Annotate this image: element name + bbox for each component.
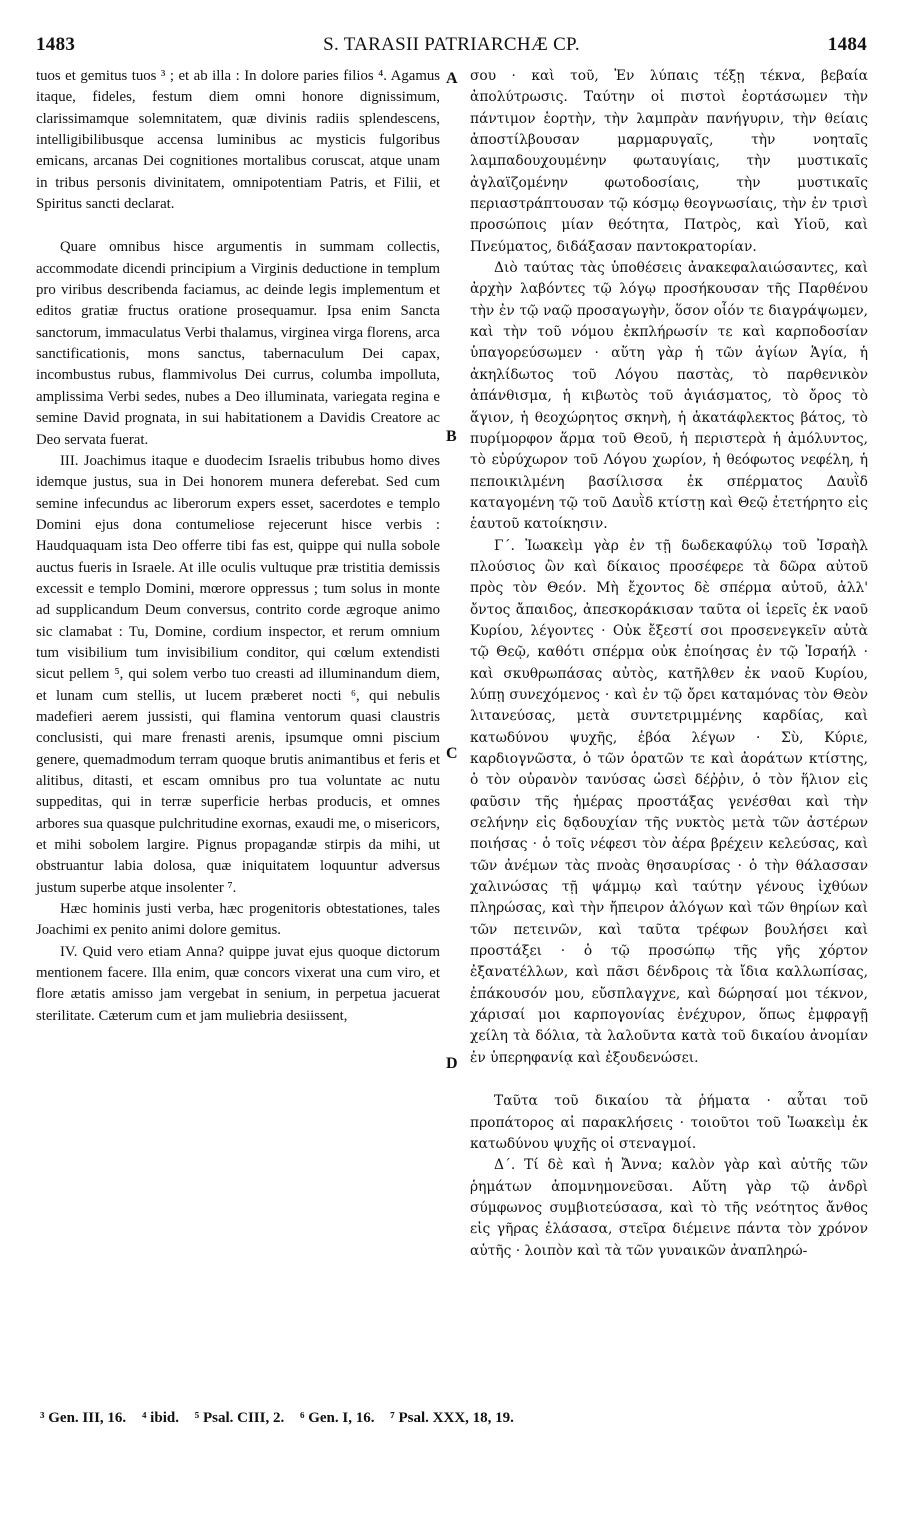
page-header	[36, 34, 867, 60]
running-title: S. TARASII PATRIARCHÆ CP.	[323, 34, 580, 55]
greek-column	[470, 66, 868, 1262]
latin-column	[36, 66, 440, 1027]
greek-paragraph: σου · καὶ τοῦ, Ἐν λύπαις τέξῃ τέκνα, βεβαία ἀπολύτρωσις. Ταύτην οἱ πιστοὶ ἑορτάσωμεν τὴν πάντιμον ἑορτὴν, τὴν λαμπρὰν πανήγυριν, τὴν θείαις ἀποστίλβουσαν μαρμαρυγαῖς, τὴν νοηταῖς λαμπαδουχουμένην φωταυγίαις, τὴν μυστικαῖς ἀγλαϊζομένην φωτοδοσίαις, τὴν μυστικαῖς περιαστράπτουσαν τῷ κόσμῳ θεογνωσίαις, τὴν ἐν τρισὶ προσώποις μίαν θεότητα, Πατρὸς, καὶ Υἱοῦ, καὶ Πνεύματος, διδάξασαν παντοκρατορίαν.	[470, 68, 868, 255]
margin-marker-c: C	[446, 745, 458, 762]
footnote: ⁴ ibid.	[141, 1410, 179, 1426]
page-number-right: 1484	[827, 34, 867, 55]
margin-marker-a: A	[446, 70, 458, 87]
latin-paragraph: Quare omnibus hisce argumentis in summam collectis, accommodate dicendi principium a Virginis deductione in templum pro viribus describenda faciamus, ac deinde legis implementum et editos gratiæ fructus oratione prosequamur. Ipsa enim Sancta sanctorum, immaculatus Verbi thalamus, virginea virga florens, arca sanctificationis, mons sanctus, tabernaculum Dei capax, incombustus rubus, flammivolus Dei currus, columba impolluta, amplissima Verbi sedes, nubes a Deo illuminata, variegata regina e semine David prognata, in sui habitationem a Davidis Creatore ac Deo servata fuerat.	[36, 239, 440, 448]
margin-marker-b: B	[446, 428, 457, 445]
footnote: ⁶ Gen. I, 16.	[299, 1410, 375, 1426]
greek-paragraph: Διὸ ταύτας τὰς ὑποθέσεις ἀνακεφαλαιώσαντες, καὶ ἀρχὴν λαβόντες τῷ λόγῳ προσήκουσαν τῆς Παρθένου τὴν ἐν τῷ ναῷ προσαγωγὴν, ὅσον οἷόν τε διαγράψωμεν, καὶ τὴν τοῦ νόμου ἐκπλήρωσίν τε καὶ καρποδοσίαν ὑπαγορεύσωμεν · αὕτη γὰρ ἡ τῶν ἁγίων Ἁγία, ἡ ἀκηλίδωτος τοῦ Λόγου παστὰς, τὸ παρθενικὸν ἀπάνθισμα, ἡ κιβωτὸς τοῦ ἁγιάσματος, τὸ ὄρος τὸ ἅγιον, ἡ θεοχώρητος σκηνὴ, ἡ ἀκατάφλεκτος βάτος, τὸ πυρίμορφον ἅρμα τοῦ Θεοῦ, ἡ περιστερὰ ἡ ἀμόλυντος, τὸ εὐρύχωρον τοῦ Λόγου χωρίον, ἡ θεόφωτος νεφέλη, ἡ πεποικιλμένη βασίλισσα ἐκ σπέρματος Δαυῒδ καταγομένη τῷ τοῦ Δαυῒδ κτίστῃ καὶ Θεῷ ἐτετήρητο εἰς ἑαυτοῦ κατοίκησιν.	[470, 260, 868, 533]
footnotes	[40, 1410, 860, 1427]
page-number-left: 1483	[36, 34, 76, 55]
greek-paragraph: Ταῦτα τοῦ δικαίου τὰ ῥήματα · αὗται τοῦ προπάτορος αἱ παρακλήσεις · τοιοῦτοι τοῦ Ἰωακεὶμ ἐκ κατωδύνου ψυχῆς οἱ στεναγμοί.	[470, 1093, 868, 1152]
latin-paragraph: IV. Quid vero etiam Anna? quippe juvat ejus quoque dictorum mentionem facere. Illa enim, quæ concors vixerat una cum viro, et flore ætatis amisso jam vergebat in senium, in perpetua jacuerat sterilitate. Cæterum cum et jam muliebria desiissent,	[36, 943, 440, 1024]
latin-paragraph: tuos et gemitus tuos ³ ; et ab illa : In dolore paries filios ⁴. Agamus itaque, fideles, festum diem omni honore dignissimum, clarissimamque solemnitatem, quæ divinis radiis splendescens, intelligibilibusque accensa luminibus ac mysticis fulgoribus emicans, arcanas Dei cognitiones mortalibus coruscat, atque unam in tribus personis divinitatem, omnipotentiam Patris, et Filii, et Spiritus sancti declarat.	[36, 68, 440, 213]
greek-paragraph: Γ΄. Ἰωακεὶμ γὰρ ἐν τῇ δωδεκαφύλῳ τοῦ Ἰσραὴλ πλούσιος ὢν καὶ δίκαιος προσέφερε τὰ δῶρα αὐτοῦ πρὸς τὸν Θεόν. Μὴ ἔχοντος δὲ σπέρμα αὐτοῦ, ἀλλ' ὄντος ἄπαιδος, ἀπεσκοράκισαν ταῦτα οἱ ἱερεῖς ἐκ ναοῦ Κυρίου, λέγοντες · Οὐκ ἔξεστί σοι προσενεγκεῖν αὐτὰ τῷ Θεῷ, καθότι σπέρμα οὐκ ἐποίησας ἐν τῷ Ἰσραήλ · καὶ σκυθρωπάσας αὐτὸς, κατῆλθεν ἐκ ναοῦ Κυρίου, λύπῃ συνεχόμενος · καὶ ἐν τῷ ὄρει καταμόνας τὸν Θεὸν λιτανεύσας, μετὰ συντετριμμένης καρδίας, καὶ κατωδύνου ψυχῆς, ἐβόα λέγων · Σὺ, Κύριε, καρδιογνῶστα, ὁ τῶν ὁρατῶν τε καὶ ἀοράτων κτίστης, ὁ τὸν οὐρανὸν τανύσας ὡσεὶ δέῤῥιν, ὁ τὸν ἥλιον εἰς φαῦσιν τῆς ἡμέρας προστάξας γενέσθαι καὶ τὴν σελήνην εἰς δᾳδουχίαν τῆς νυκτὸς μετὰ τῶν ἀστέρων ποιήσας · ὁ τοῖς νέφεσι τὸν ἀέρα βρέχειν κελεύσας, καὶ τῶν ἀνέμων τὰς πνοὰς θησαυρίσας · ὁ τὴν θάλασσαν χαλινώσας τῇ ψάμμῳ καὶ ταύτην γένους ἰχθύων πληρώσας, καὶ τὴν ἤπειρον ἀλόγων καὶ τῶν θηρίων καὶ τῶν πετεινῶν, καὶ ταῦτα τρέφων βουλήσει καὶ προστάξει · ὁ τῷ προσώπῳ τῆς γῆς χόρτον ἐξανατέλλων, καὶ πᾶσι δένδροις τὰ ἴδια καλλωπίσας, ἐπάκουσόν μου, εὔσπλαγχνε, καὶ δώρησαί μοι τέκνον, χάρισαί μοι καρπογονίας ἐνέχυρον, ὅπως ἐμφραγῇ χείλη τὰ δόλια, τὰ λαλοῦντα κατὰ τοῦ δικαίου ἀνομίαν ἐν ὑπερηφανίᾳ καὶ ἐξουδενώσει.	[470, 537, 868, 1066]
margin-marker-d: D	[446, 1055, 458, 1072]
latin-paragraph: III. Joachimus itaque e duodecim Israelis tribubus homo dives idemque justus, sua in Dei honorem munera deferebat. Sed cum semine infecundus ac liberorum expers esset, sacerdotes e templo Domini ejus dona contumeliose rejecerunt hisce verbis : Haudquaquam ista Deo offerre tibi fas est, quippe qui nulla sobole auctus fueris in Israele. At ille oculis vultuque præ tristitia demissis excessit e templo Domini, mœrore oppressus ; tum solus in monte ad supplicandum Deum conversus, contrito corde ægroque animo sic clamabat : Tu, Domine, cordium inspector, et rerum omnium tum visibilium tum invisibilium conditor, qui cœlum extendisti sicut pellem ⁵, qui solem verbo tuo creasti ad illuminandum diem, et lunam cum stellis, ut lucem præberet nocti ⁶, qui nebulis madefieri aerem jussisti, qui flamina ventorum quasi claustris conclusisti, qui mare frenasti arenis, ipsumque omni piscium genere, quemadmodum terram quoque brutis animantibus et feris et alitibus, ditasti, et escam omnibus pro tua voluntate ac nutu suppeditas, qui in terræ superficie herbas producis, et omnes arbores sua quasque pulchritudine exornas, exaudi me, o misericors, et mihi sobolem largire. Pignus propagandæ stirpis da mihi, ut obstruantur labia dolosa, quæ iniquitatem loquuntur adversus justum superbe atque insolenter ⁷.	[36, 452, 440, 896]
footnote: ⁵ Psal. CIII, 2.	[194, 1410, 285, 1426]
footnote: ⁷ Psal. XXX, 18, 19.	[390, 1410, 514, 1426]
latin-paragraph: Hæc hominis justi verba, hæc progenitoris obtestationes, tales Joachimi ex penito animi dolore gemitus.	[36, 901, 440, 939]
greek-paragraph: Δ΄. Τί δὲ καὶ ἡ Ἄννα; καλὸν γὰρ καὶ αὐτῆς τῶν ῥημάτων ἀπομνημονεῦσαι. Αὕτη γὰρ τῷ ἀνδρὶ σύμφωνος συμβιοτεύσασα, καὶ τὸ τῆς νεότητος ἄνθος εἰς γῆρας ἐλάσασα, στεῖρα διέμεινε πάντα τὸν χρόνον αὐτῆς · λοιπὸν καὶ τὰ τῶν γυναικῶν ἀναπληρώ-	[470, 1157, 868, 1259]
footnote: ³ Gen. III, 16.	[40, 1410, 127, 1426]
